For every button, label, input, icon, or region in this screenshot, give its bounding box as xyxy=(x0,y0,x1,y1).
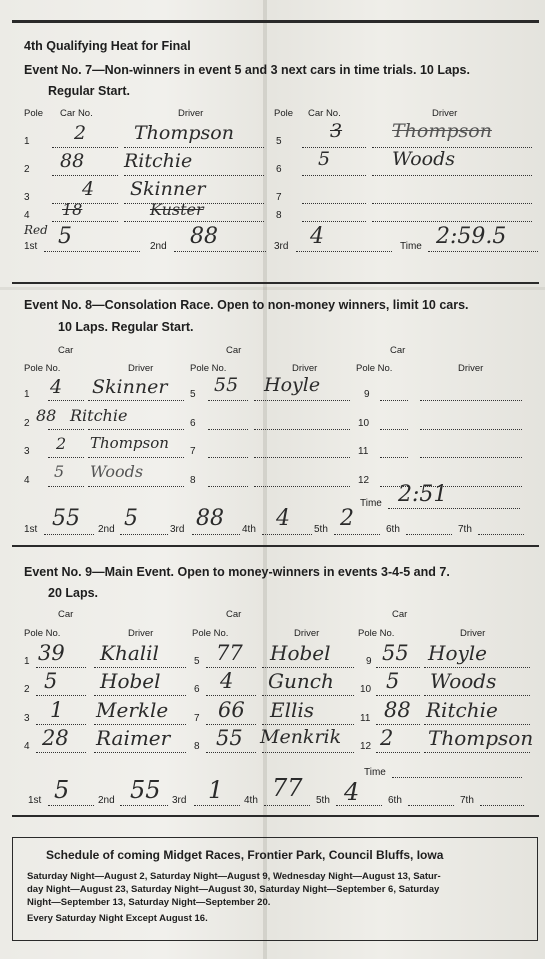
pole-number: 7 xyxy=(194,713,200,724)
result-blank xyxy=(388,508,520,509)
result-3rd: 1 xyxy=(208,776,224,804)
driver-blank xyxy=(94,752,186,753)
car-blank xyxy=(48,400,84,401)
driver-blank xyxy=(424,695,530,696)
event8-subtitle: 10 Laps. Regular Start. xyxy=(58,320,194,334)
car-blank xyxy=(380,457,408,458)
event8-time: 2:51 xyxy=(398,482,448,507)
event8-col-pole-no: Pole No. xyxy=(24,363,61,374)
car-number: 5 xyxy=(44,669,58,693)
car-number: 4 xyxy=(220,669,234,693)
pole-number: 3 xyxy=(24,713,30,724)
car-blank xyxy=(302,221,366,222)
result-blank xyxy=(336,805,382,806)
car-blank xyxy=(206,695,256,696)
pole-number: 10 xyxy=(358,418,370,429)
label-6th: 6th xyxy=(386,524,400,535)
driver-name: Hoyle xyxy=(264,374,321,396)
car-blank xyxy=(48,457,84,458)
driver-blank xyxy=(254,457,350,458)
car-blank xyxy=(208,486,248,487)
pole-number: 1 xyxy=(24,136,30,147)
label-2nd: 2nd xyxy=(150,241,167,252)
result-3rd: 88 xyxy=(196,506,224,531)
result-3rd: 4 xyxy=(310,224,324,249)
driver-blank xyxy=(254,429,350,430)
event7-col-car-right: Car No. xyxy=(308,108,341,119)
schedule-line: Night—September 13, Saturday Night—September 20. xyxy=(27,897,271,908)
label-time: Time xyxy=(400,241,422,252)
result-blank xyxy=(334,534,380,535)
label-1st: 1st xyxy=(24,524,38,535)
pole-number: 8 xyxy=(190,475,196,486)
driver-name: Hoyle xyxy=(428,641,488,665)
pole-number: 6 xyxy=(276,164,282,175)
label-3rd: 3rd xyxy=(170,524,185,535)
driver-blank xyxy=(262,724,354,725)
schedule-line: Every Saturday Night Except August 16. xyxy=(27,913,208,924)
car-blank xyxy=(302,203,366,204)
result-2nd: 88 xyxy=(190,224,218,249)
result-1st: 5 xyxy=(54,776,70,804)
label-6th: 6th xyxy=(388,795,402,806)
result-blank xyxy=(192,534,240,535)
result-blank xyxy=(408,805,454,806)
event7-title: Event No. 7—Non-winners in event 5 and 3 next cars in time trials. 10 Laps. xyxy=(24,63,470,77)
car-blank xyxy=(36,724,86,725)
driver-blank xyxy=(372,203,532,204)
driver-blank xyxy=(424,724,530,725)
event9-col-pole-no: Pole No. xyxy=(192,628,229,639)
result-blank xyxy=(262,534,312,535)
pole-number: 7 xyxy=(276,192,282,203)
driver-name-struck: Thompson xyxy=(392,120,492,142)
result-blank xyxy=(392,777,522,778)
pole-number: 1 xyxy=(24,656,30,667)
pole-number: 7 xyxy=(190,446,196,457)
label-2nd: 2nd xyxy=(98,524,115,535)
car-blank xyxy=(36,695,86,696)
event8-col-driver: Driver xyxy=(292,363,318,374)
car-blank xyxy=(208,429,248,430)
label-7th: 7th xyxy=(460,795,474,806)
driver-name: Skinner xyxy=(92,376,168,398)
pole-number: 4 xyxy=(24,210,30,221)
event8-col-car: Car xyxy=(226,345,242,356)
pole-number: 12 xyxy=(360,741,372,752)
car-blank xyxy=(206,724,256,725)
heat-title: 4th Qualifying Heat for Final xyxy=(24,39,191,53)
result-blank xyxy=(264,805,310,806)
driver-name: Khalil xyxy=(100,641,159,665)
driver-name: Ritchie xyxy=(70,406,128,425)
car-number: 55 xyxy=(214,374,239,396)
car-blank xyxy=(52,175,118,176)
event9-col-pole-no: Pole No. xyxy=(358,628,395,639)
driver-blank xyxy=(124,147,264,148)
result-blank xyxy=(428,251,538,252)
driver-name-struck: Kuster xyxy=(150,200,204,219)
result-blank xyxy=(44,251,140,252)
car-blank xyxy=(206,667,256,668)
label-3rd: 3rd xyxy=(274,241,289,252)
result-blank xyxy=(120,805,168,806)
label-1st: 1st xyxy=(28,795,42,806)
car-number: 88 xyxy=(36,406,57,425)
result-blank xyxy=(48,805,94,806)
driver-name: Ritchie xyxy=(124,150,193,172)
car-number: 66 xyxy=(218,698,245,722)
section-divider xyxy=(12,545,539,547)
result-time: 2:59.5 xyxy=(436,224,507,249)
car-number: 55 xyxy=(216,726,243,750)
event8-title: Event No. 8—Consolation Race. Open to non-money winners, limit 10 cars. xyxy=(24,298,469,312)
driver-blank xyxy=(372,175,532,176)
car-number: 5 xyxy=(386,669,400,693)
result-1st: 55 xyxy=(52,506,80,531)
pole-number: 10 xyxy=(360,684,372,695)
driver-name: Merkle xyxy=(96,698,169,722)
label-1st: 1st xyxy=(24,241,38,252)
event9-col-car: Car xyxy=(226,609,242,620)
car-number: 55 xyxy=(382,641,409,665)
result-blank xyxy=(44,534,94,535)
pole-number: 11 xyxy=(358,446,369,457)
pole-number: 6 xyxy=(190,418,196,429)
car-blank xyxy=(302,175,366,176)
pole-number: 3 xyxy=(24,446,30,457)
car-blank xyxy=(380,429,408,430)
driver-name: Hobel xyxy=(100,669,161,693)
car-blank xyxy=(208,400,248,401)
pole-number: 8 xyxy=(194,741,200,752)
car-number: 4 xyxy=(82,178,95,200)
event8-col-driver: Driver xyxy=(458,363,484,374)
result-blank xyxy=(194,805,240,806)
driver-blank xyxy=(254,486,350,487)
driver-blank xyxy=(124,221,264,222)
driver-blank xyxy=(88,400,184,401)
pole-number: 12 xyxy=(358,475,370,486)
event9-col-driver: Driver xyxy=(294,628,320,639)
result-blank xyxy=(478,534,524,535)
driver-blank xyxy=(88,457,184,458)
car-number: 2 xyxy=(56,434,67,453)
event9-col-pole-no: Pole No. xyxy=(24,628,61,639)
car-blank xyxy=(36,752,86,753)
result-4th: 4 xyxy=(276,506,290,531)
car-number: 5 xyxy=(54,462,65,481)
car-number: 4 xyxy=(50,376,63,398)
result-5th: 4 xyxy=(344,778,360,806)
car-number-struck: 18 xyxy=(62,200,83,219)
label-5th: 5th xyxy=(316,795,330,806)
event8-col-car: Car xyxy=(390,345,406,356)
result-5th: 2 xyxy=(340,506,354,531)
car-blank xyxy=(376,667,420,668)
section-divider xyxy=(12,282,539,284)
label-time: Time xyxy=(364,767,386,778)
driver-name: Woods xyxy=(392,148,456,170)
driver-blank xyxy=(94,724,186,725)
pole-number: 5 xyxy=(194,656,200,667)
event9-col-driver: Driver xyxy=(460,628,486,639)
event8-col-pole-no: Pole No. xyxy=(356,363,393,374)
car-blank xyxy=(380,400,408,401)
driver-blank xyxy=(262,752,354,753)
result-blank xyxy=(406,534,452,535)
result-2nd: 55 xyxy=(130,776,161,804)
driver-name: Gunch xyxy=(268,669,334,693)
pole-number: 5 xyxy=(190,389,196,400)
driver-blank xyxy=(424,752,530,753)
driver-blank xyxy=(420,457,522,458)
driver-name: Thompson xyxy=(90,434,169,452)
event9-title: Event No. 9—Main Event. Open to money-winners in events 3-4-5 and 7. xyxy=(24,565,450,579)
car-blank xyxy=(376,752,420,753)
driver-name: Ritchie xyxy=(426,698,498,722)
event7-col-driver-right: Driver xyxy=(432,108,458,119)
event9-col-driver: Driver xyxy=(128,628,154,639)
event8-col-driver: Driver xyxy=(128,363,154,374)
car-number: 1 xyxy=(50,698,64,722)
driver-blank xyxy=(124,175,264,176)
top-rule xyxy=(12,20,539,23)
event9-subtitle: 20 Laps. xyxy=(48,586,99,600)
driver-blank xyxy=(88,429,184,430)
result-blank xyxy=(174,251,266,252)
pole-number: 5 xyxy=(276,136,282,147)
pole-number: 4 xyxy=(24,475,30,486)
driver-blank xyxy=(94,695,186,696)
car-number: 88 xyxy=(60,150,85,172)
car-blank xyxy=(48,486,84,487)
pole-number: 9 xyxy=(364,389,370,400)
red-flag-note: Red xyxy=(24,223,48,237)
schedule-title: Schedule of coming Midget Races, Frontier Park, Council Bluffs, Iowa xyxy=(46,848,444,862)
pole-number: 2 xyxy=(24,418,30,429)
car-blank xyxy=(36,667,86,668)
pole-number: 6 xyxy=(194,684,200,695)
driver-blank xyxy=(262,695,354,696)
car-blank xyxy=(206,752,256,753)
event9-col-car: Car xyxy=(58,609,74,620)
driver-name: Thompson xyxy=(428,726,534,750)
pole-number: 1 xyxy=(24,389,30,400)
pole-number: 8 xyxy=(276,210,282,221)
event7-subtitle: Regular Start. xyxy=(48,84,130,98)
driver-name: Woods xyxy=(90,462,144,481)
driver-blank xyxy=(254,400,350,401)
car-number: 5 xyxy=(318,148,331,170)
result-2nd: 5 xyxy=(124,506,138,531)
event8-col-pole-no: Pole No. xyxy=(190,363,227,374)
driver-name: Woods xyxy=(430,669,497,693)
label-4th: 4th xyxy=(242,524,256,535)
driver-blank xyxy=(420,429,522,430)
event7-col-pole-right: Pole xyxy=(274,108,294,119)
result-blank xyxy=(120,534,168,535)
driver-blank xyxy=(94,667,186,668)
driver-blank xyxy=(424,667,530,668)
car-blank xyxy=(48,429,84,430)
paper-crease xyxy=(0,287,545,290)
driver-blank xyxy=(372,221,532,222)
driver-name: Hobel xyxy=(270,641,331,665)
car-blank xyxy=(52,147,118,148)
pole-number: 9 xyxy=(366,656,372,667)
car-number: 77 xyxy=(216,641,243,665)
event7-col-driver: Driver xyxy=(178,108,204,119)
event7-col-pole: Pole xyxy=(24,108,44,119)
driver-name: Raimer xyxy=(96,726,171,750)
pole-number: 2 xyxy=(24,684,30,695)
pole-number: 3 xyxy=(24,192,30,203)
result-blank xyxy=(480,805,524,806)
label-5th: 5th xyxy=(314,524,328,535)
event7-col-car: Car No. xyxy=(60,108,93,119)
driver-name: Menkrik xyxy=(260,726,342,748)
pole-number: 4 xyxy=(24,741,30,752)
car-number: 39 xyxy=(38,641,65,665)
label-3rd: 3rd xyxy=(172,795,187,806)
result-1st: 5 xyxy=(58,224,72,249)
label-2nd: 2nd xyxy=(98,795,115,806)
car-number: 88 xyxy=(384,698,411,722)
schedule-line: Saturday Night—August 2, Saturday Night—August 9, Wednesday Night—August 13, Satur- xyxy=(27,871,441,882)
car-blank xyxy=(376,695,420,696)
event8-col-car: Car xyxy=(58,345,74,356)
car-number-struck: 3 xyxy=(330,120,343,142)
car-blank xyxy=(376,724,420,725)
label-4th: 4th xyxy=(244,795,258,806)
car-number: 2 xyxy=(380,726,394,750)
car-blank xyxy=(302,147,366,148)
driver-blank xyxy=(262,667,354,668)
schedule-line: day Night—August 23, Saturday Night—August 30, Saturday Night—September 6, Saturday xyxy=(27,884,440,895)
car-number: 2 xyxy=(74,122,87,144)
label-time: Time xyxy=(360,498,382,509)
driver-blank xyxy=(420,400,522,401)
car-number: 28 xyxy=(42,726,69,750)
driver-name: Thompson xyxy=(134,122,234,144)
event9-col-car: Car xyxy=(392,609,408,620)
car-blank xyxy=(208,457,248,458)
driver-name: Skinner xyxy=(130,178,206,200)
result-blank xyxy=(296,251,392,252)
driver-blank xyxy=(88,486,184,487)
driver-name: Ellis xyxy=(270,698,315,722)
section-divider xyxy=(12,815,539,817)
pole-number: 2 xyxy=(24,164,30,175)
car-blank xyxy=(52,221,118,222)
pole-number: 11 xyxy=(360,713,371,724)
result-4th: 77 xyxy=(272,774,303,802)
label-7th: 7th xyxy=(458,524,472,535)
